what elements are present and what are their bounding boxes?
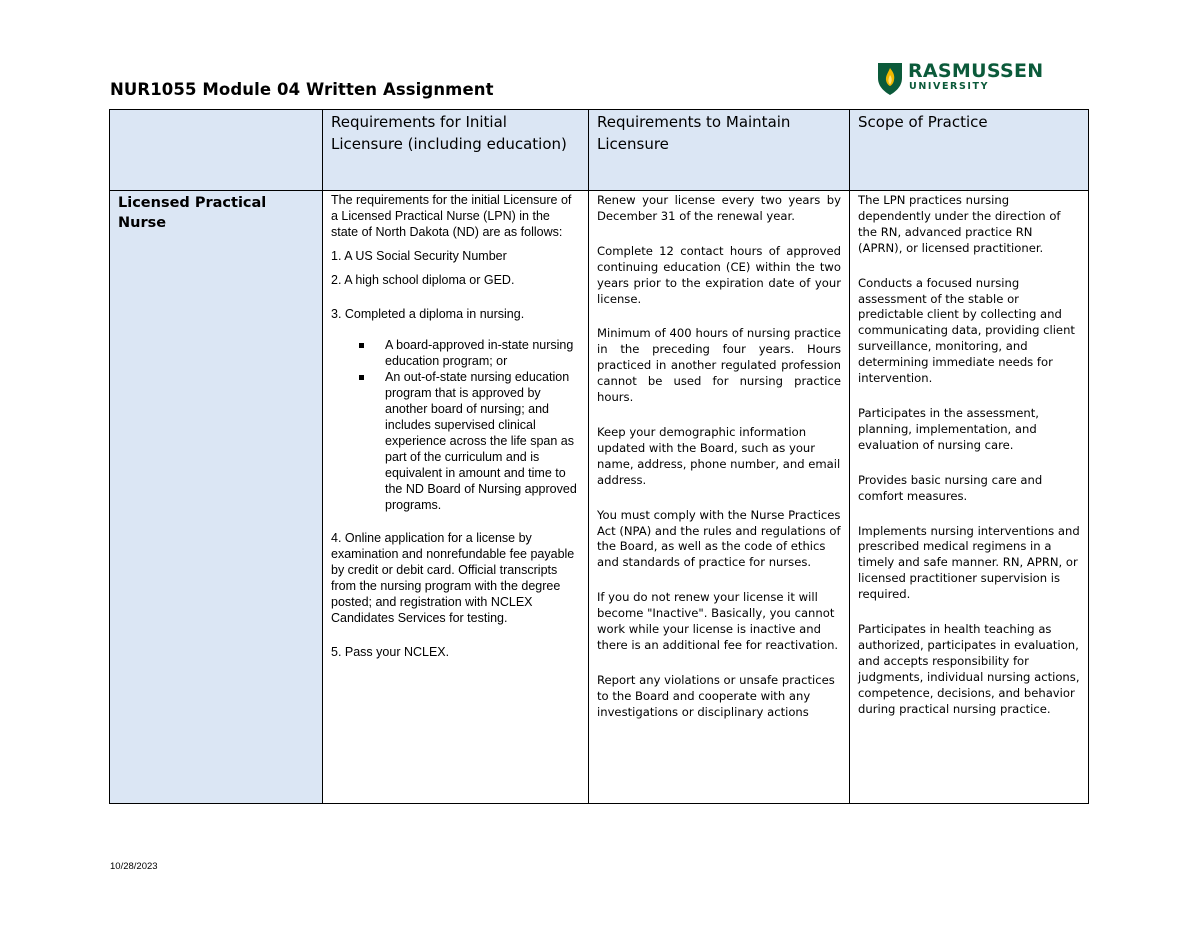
table-row (110, 191, 1089, 804)
row-label-cell (110, 191, 323, 804)
scope-of-practice-cell (850, 191, 1089, 804)
maintain-item: Minimum of 400 hours of nursing practice in the preceding four years. Hours practiced in another regulated profession cannot be used for nursing practice hours. (597, 326, 841, 405)
header-cell-maintain-licensure (589, 110, 850, 191)
initial-intro: The requirements for the initial Licensure of a Licensed Practical Nurse (LPN) in the state of North Dakota (ND) are as follows: (331, 193, 572, 239)
university-logo (876, 60, 1046, 96)
scope-item: Participates in health teaching as authorized, participates in evaluation, and accepts responsibility for judgments, individual nursing actions, competence, decisions, and behavior during practical nursing practice. (858, 622, 1080, 716)
row-label: Licensed Practical Nurse (118, 195, 267, 231)
scope-item: Participates in the assessment, planning, implementation, and evaluation of nursing care. (858, 405, 1039, 452)
maintain-item: Complete 12 contact hours of approved continuing education (CE) within the two years prior to the expiration date of your license. (597, 243, 841, 306)
list-item: An out-of-state nursing education program that is approved by another board of nursing; and includes supervised clinical experience across the life span as part of the curriculum and is equivalent in amount and time to the ND Board of Nursing approved programs. (385, 370, 580, 513)
scope-item: Conducts a focused nursing assessment of the stable or predictable client by collecting and communicating data, providing client surveillance, monitoring, and determining immediate needs for intervention. (858, 275, 1075, 386)
maintain-licensure-cell (589, 191, 850, 804)
initial-item-3: 3. Completed a diploma in nursing. (331, 306, 525, 321)
scope-item: The LPN practices nursing dependently under the direction of the RN, advanced practice RN (APRN), or licensed practitioner. (858, 193, 1061, 255)
maintain-item: Keep your demographic information updated with the Board, such as your name, address, phone number, and email address. (597, 424, 841, 487)
maintain-item: Renew your license every two years by December 31 of the renewal year. (597, 193, 841, 223)
maintain-item: If you do not renew your license it will become "Inactive". Basically, you cannot work while your license is inactive and there is an additional fee for reactivation. (597, 590, 839, 652)
header-cell-empty (110, 110, 323, 191)
page-title: NUR1055 Module 04 Written Assignment (110, 80, 494, 99)
header-scope-of-practice: Scope of Practice (858, 113, 988, 131)
initial-licensure-cell (323, 191, 589, 804)
licensure-table (109, 109, 1089, 804)
logo-subtitle: UNIVERSITY (909, 81, 990, 92)
initial-item-4: 4. Online application for a license by examination and nonrefundable fee payable by credit or debit card. Official transcripts from the nursing program with the degree posted; and registration with NCLEX Candidates Services for testing. (331, 531, 575, 625)
header-cell-scope-of-practice (850, 110, 1089, 191)
table-header-row (110, 110, 1089, 191)
program-bullet-list (331, 338, 580, 513)
logo-wordmark: RASMUSSEN (908, 60, 1044, 82)
initial-item-1: 1. A US Social Security Number (331, 248, 507, 263)
scope-item: Implements nursing interventions and prescribed medical regimens in a timely and safe manner. RN, APRN, or licensed practitioner supervision is required. (858, 523, 1080, 602)
maintain-item: You must comply with the Nurse Practices Act (NPA) and the rules and regulations of the Board, as well as the code of ethics and standards of practice for nurses. (597, 507, 841, 570)
initial-item-2: 2. A high school diploma or GED. (331, 272, 515, 287)
initial-item-5: 5. Pass your NCLEX. (331, 644, 450, 659)
header-initial-licensure: Requirements for Initial Licensure (including education) (331, 113, 567, 153)
header-cell-initial-licensure (323, 110, 589, 191)
header-maintain-licensure: Requirements to Maintain Licensure (597, 113, 791, 153)
list-item: A board-approved in-state nursing education program; or (385, 338, 580, 370)
maintain-item: Report any violations or unsafe practices to the Board and cooperate with any investigations or disciplinary actions (597, 672, 835, 719)
scope-item: Provides basic nursing care and comfort measures. (858, 472, 1043, 503)
footer-date: 10/28/2023 (110, 861, 158, 872)
shield-flame-icon (876, 60, 904, 96)
